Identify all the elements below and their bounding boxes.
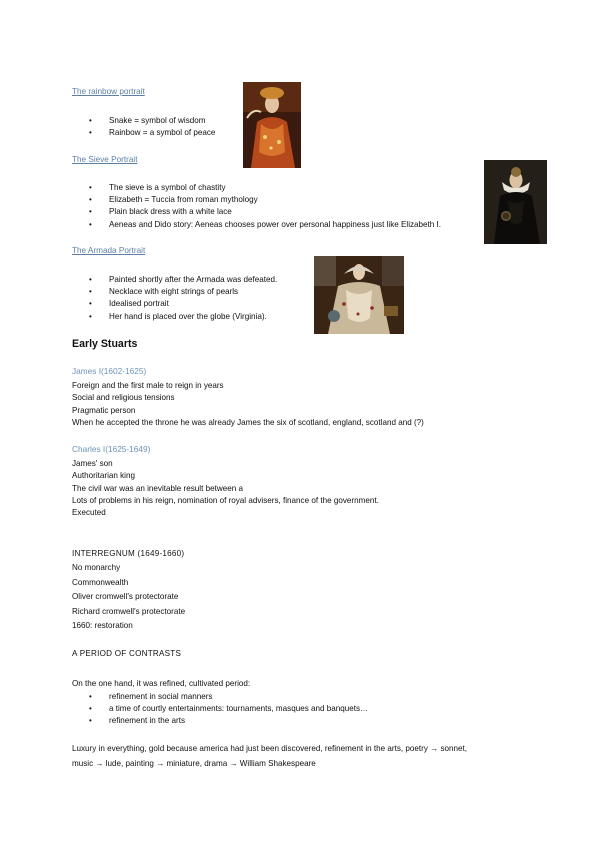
armada-portrait-link[interactable]: The Armada Portrait bbox=[72, 246, 146, 255]
charles-heading: Charles I(1625-1649) bbox=[72, 444, 151, 454]
text-line: Social and religious tensions bbox=[72, 393, 175, 403]
list-item: • Rainbow = a symbol of peace bbox=[72, 127, 215, 139]
list-item: • refinement in social manners bbox=[72, 691, 368, 703]
text-line: Richard cromwell's protectorate bbox=[72, 606, 186, 616]
text-line: Executed bbox=[72, 508, 106, 518]
text-line: Oliver cromwell's protectorate bbox=[72, 592, 179, 602]
portrait-image-icon bbox=[243, 82, 301, 168]
charles-notes bbox=[72, 458, 379, 519]
list-item: • Necklace with eight strings of pearls bbox=[72, 286, 277, 298]
text-line: When he accepted the throne he was already James the six of scotland, england, scotland and (?) bbox=[72, 417, 424, 427]
text-line: Pragmatic person bbox=[72, 405, 136, 415]
sieve-portrait-image bbox=[484, 160, 547, 244]
list-item: • Plain black dress with a white lace bbox=[72, 206, 441, 218]
portrait-image-icon bbox=[484, 160, 547, 244]
armada-portrait-image bbox=[314, 256, 404, 334]
text-line: No monarchy bbox=[72, 563, 121, 573]
rainbow-portrait-list bbox=[72, 115, 215, 139]
text-line: Commonwealth bbox=[72, 577, 129, 587]
list-item: • Aeneas and Dido story: Aeneas chooses power over personal happiness just like Elizabeth I. bbox=[72, 219, 441, 231]
sieve-portrait-link[interactable]: The Sieve Portrait bbox=[72, 155, 138, 164]
list-item: • Her hand is placed over the globe (Virginia). bbox=[72, 311, 277, 323]
armada-portrait-list bbox=[72, 274, 277, 323]
text-line: James' son bbox=[72, 459, 113, 468]
list-item: • The sieve is a symbol of chastity bbox=[72, 182, 441, 194]
list-item: • Idealised portrait bbox=[72, 298, 277, 310]
james-notes bbox=[72, 380, 424, 429]
interregnum-heading: INTERREGNUM (1649-1660) bbox=[72, 549, 185, 558]
text-line: 1660: restoration bbox=[72, 621, 133, 631]
rainbow-portrait-link[interactable]: The rainbow portrait bbox=[72, 87, 145, 96]
sieve-portrait-list bbox=[72, 182, 441, 231]
list-item: • Snake = symbol of wisdom bbox=[72, 115, 215, 127]
interregnum-section bbox=[72, 547, 185, 633]
list-item: • Elizabeth = Tuccia from roman mythology bbox=[72, 194, 441, 206]
portrait-image-icon bbox=[314, 256, 404, 334]
contrasts-paragraph bbox=[72, 742, 467, 771]
list-item: • refinement in the arts bbox=[72, 715, 368, 727]
text-line: Authoritarian king bbox=[72, 471, 135, 481]
contrasts-intro: On the one hand, it was refined, cultivated period: bbox=[72, 679, 251, 688]
list-item: • a time of courtly entertainments: tournaments, masques and banquets… bbox=[72, 703, 368, 715]
text-line: Lots of problems in his reign, nomination of royal advisers, finance of the government. bbox=[72, 495, 379, 505]
contrasts-heading: A PERIOD OF CONTRASTS bbox=[72, 649, 182, 658]
list-item: • Painted shortly after the Armada was defeated. bbox=[72, 274, 277, 286]
text-line: Luxury in everything, gold because america had just been discovered, refinement in the arts, poetry → sonnet, bbox=[72, 744, 468, 753]
contrasts-list bbox=[72, 691, 368, 728]
rainbow-portrait-image bbox=[243, 82, 301, 168]
james-heading: James I(1602-1625) bbox=[72, 366, 147, 376]
early-stuarts-heading: Early Stuarts bbox=[72, 338, 138, 350]
text-line: music → lude, painting → miniature, drama → William Shakespeare bbox=[72, 758, 316, 768]
text-line: Foreign and the first male to reign in years bbox=[72, 381, 224, 390]
text-line: The civil war was an inevitable result between a bbox=[72, 483, 243, 493]
